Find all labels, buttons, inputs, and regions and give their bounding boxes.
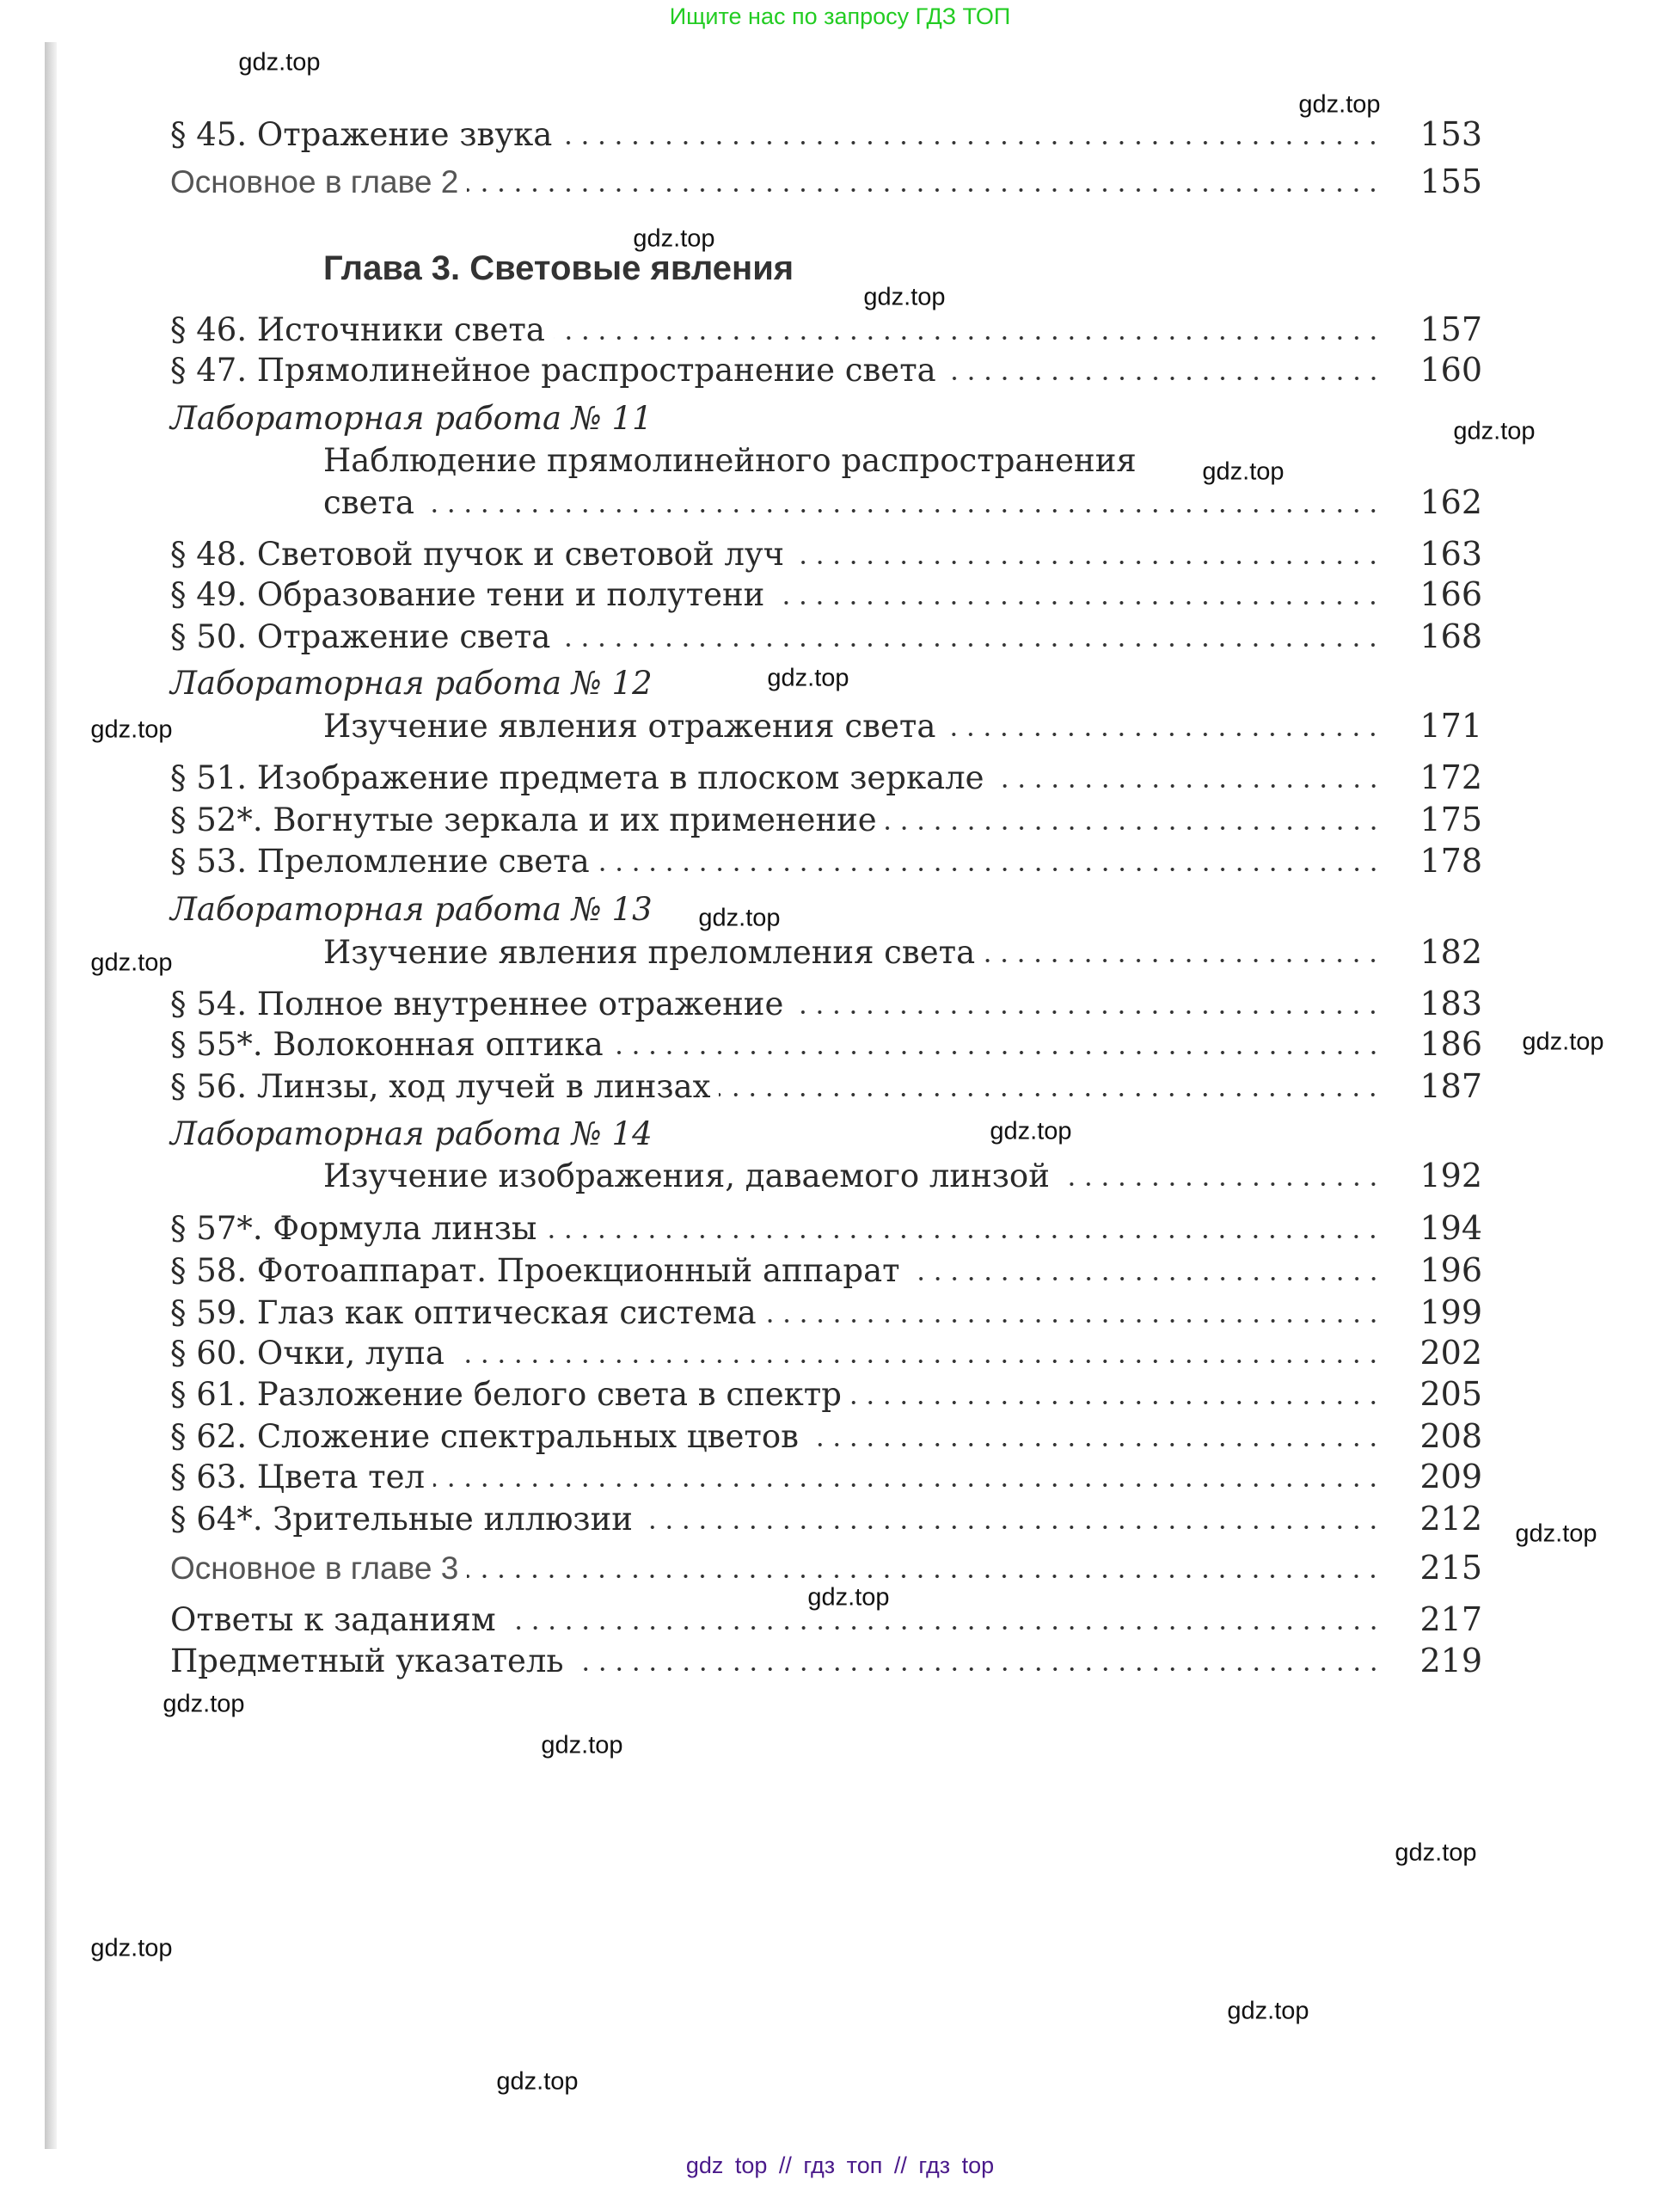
dot-leader	[467, 1573, 1382, 1580]
toc-entry-page: 186	[1419, 1025, 1482, 1063]
search-banner[interactable]: Ищите нас по запросу ГДЗ ТОП	[669, 3, 1011, 29]
toc-entry	[170, 798, 1482, 841]
watermark-text: gdz.top	[1202, 457, 1285, 486]
toc-entry-page: 187	[1419, 1067, 1482, 1105]
toc-entry-page: 155	[1419, 163, 1482, 200]
dot-leader	[423, 507, 1382, 514]
dot-leader	[453, 1358, 1382, 1365]
toc-entry-title: § 56. Линзы, ход лучей в линзах	[170, 1068, 711, 1105]
toc-entry-title: § 61. Разложение белого света в спектр	[170, 1376, 842, 1413]
toc-entry	[170, 1022, 1482, 1065]
watermark-text: gdz.top	[162, 1690, 245, 1718]
toc-entry-title: Лабораторная работа № 13	[170, 891, 653, 928]
chapter-heading: Глава 3. Световые явления	[323, 249, 794, 287]
toc-entry-title: § 57*. Формула линзы	[170, 1210, 537, 1247]
toc-entry	[170, 348, 1482, 391]
toc-entry-page: 192	[1419, 1157, 1482, 1194]
toc-entry	[170, 1415, 1482, 1458]
watermark-text: gdz.top	[1395, 1839, 1477, 1867]
toc-entry	[323, 930, 1482, 973]
toc-entry	[170, 1113, 1482, 1156]
watermark-text: gdz.top	[90, 715, 173, 744]
toc-entry-page: 215	[1419, 1549, 1482, 1587]
dot-leader	[467, 187, 1382, 193]
toc-entry-title: Основное в главе 2	[170, 164, 459, 200]
toc-entry	[170, 1065, 1482, 1108]
toc-entry-title: § 59. Глаз как оптическая система	[170, 1294, 757, 1331]
dot-leader	[505, 1624, 1382, 1631]
toc-entry-page: 199	[1419, 1293, 1482, 1331]
toc-entry-title: § 54. Полное внутреннее отражение	[170, 985, 784, 1022]
dot-leader	[984, 957, 1382, 964]
toc-entry-title: § 49. Образование тени и полутени	[170, 576, 765, 613]
toc-entry-title: § 58. Фотоаппарат. Проекционный аппарат	[170, 1252, 900, 1289]
dot-leader	[1058, 1181, 1382, 1188]
watermark-text: gdz.top	[633, 224, 715, 253]
toc-entry-title: § 55*. Волоконная оптика	[170, 1026, 604, 1063]
dot-leader	[433, 1482, 1382, 1489]
toc-entry-page: 202	[1419, 1334, 1482, 1372]
page-binding-shadow	[45, 42, 57, 2149]
toc-entry-page: 205	[1419, 1375, 1482, 1413]
toc-entry-page: 172	[1419, 758, 1482, 796]
dot-leader	[793, 559, 1382, 566]
toc-entry-title: Изучение изображения, даваемого линзой	[323, 1157, 1050, 1194]
toc-entry-title: § 52*. Вогнутые зеркала и их применение	[170, 801, 877, 838]
toc-entry-title: § 60. Очки, лупа	[170, 1335, 445, 1372]
toc-entry-page: 166	[1419, 575, 1482, 613]
toc-entry-page: 182	[1419, 933, 1482, 971]
toc-entry-page: 163	[1419, 535, 1482, 573]
toc-entry	[323, 704, 1482, 747]
dot-leader	[765, 1317, 1382, 1324]
toc-entry	[170, 1249, 1482, 1292]
toc-entry	[170, 1372, 1482, 1415]
dot-leader	[993, 783, 1382, 789]
dot-leader	[598, 866, 1382, 873]
toc-entry-page: 171	[1419, 707, 1482, 745]
dot-leader	[573, 1666, 1382, 1673]
toc-entry	[170, 982, 1482, 1025]
dot-leader	[850, 1399, 1382, 1406]
toc-entry-title: Предметный указатель	[170, 1642, 564, 1679]
toc-entry-title: § 45. Отражение звука	[170, 116, 553, 153]
toc-entry-page: 168	[1419, 617, 1482, 655]
watermark-text: gdz.top	[1298, 90, 1381, 119]
toc-entry-page: 212	[1419, 1500, 1482, 1538]
toc-entry-title: Основное в главе 3	[170, 1550, 459, 1586]
dot-leader	[559, 642, 1382, 648]
dot-leader	[909, 1275, 1382, 1282]
toc-entry-title: § 50. Отражение света	[170, 618, 551, 655]
toc-entry	[323, 481, 1482, 524]
toc-entry-title: § 46. Источники света	[170, 311, 545, 348]
dot-leader	[807, 1441, 1382, 1448]
toc-entry-title: § 48. Световой пучок и световой луч	[170, 536, 785, 573]
watermark-text: gdz.top	[807, 1583, 890, 1612]
toc-entry	[170, 615, 1482, 658]
toc-entry-title: § 47. Прямолинейное распространение света	[170, 352, 936, 389]
watermark-text: gdz.top	[990, 1117, 1072, 1145]
toc-entry	[170, 397, 1482, 440]
toc-entry-title: Изучение явления отражения света	[323, 708, 936, 745]
toc-entry	[170, 1331, 1482, 1374]
watermark-text: gdz.top	[698, 904, 781, 932]
toc-entry	[170, 160, 1482, 203]
toc-entry	[170, 1455, 1482, 1498]
toc-entry-page: 153	[1419, 115, 1482, 153]
toc-entry-title: Лабораторная работа № 14	[170, 1115, 653, 1152]
toc-entry-page: 209	[1419, 1458, 1482, 1495]
watermark-text: gdz.top	[1453, 417, 1536, 445]
toc-entry-page: 217	[1419, 1600, 1482, 1638]
toc-entry-title: § 64*. Зрительные иллюзии	[170, 1501, 633, 1538]
toc-entry-title: § 63. Цвета тел	[170, 1458, 426, 1495]
dot-leader	[612, 1049, 1382, 1056]
toc-entry	[170, 532, 1482, 575]
toc-entry-page: 178	[1419, 842, 1482, 880]
toc-entry-title: Лабораторная работа № 12	[170, 665, 653, 702]
dot-leader	[554, 335, 1382, 341]
toc-entry-page: 194	[1419, 1209, 1482, 1247]
toc-entry	[170, 1639, 1482, 1682]
toc-entry-page: 160	[1419, 351, 1482, 389]
toc-entry-title: света	[323, 484, 414, 521]
toc-entry	[170, 1207, 1482, 1250]
watermark-text: gdz.top	[767, 664, 849, 692]
dot-leader	[641, 1524, 1382, 1531]
toc-entry	[170, 1497, 1482, 1540]
dot-leader	[561, 139, 1382, 146]
watermark-text: gdz.top	[496, 2067, 579, 2096]
dot-leader	[792, 1009, 1382, 1016]
watermark-text: gdz.top	[90, 949, 173, 977]
watermark-text: gdz.top	[863, 283, 946, 311]
toc-entry	[170, 1546, 1482, 1589]
toc-entry-page: 183	[1419, 985, 1482, 1022]
toc-entry	[170, 756, 1482, 799]
toc-entry	[323, 1154, 1482, 1197]
toc-entry	[170, 888, 1482, 931]
toc-entry-page: 219	[1419, 1642, 1482, 1679]
watermark-text: gdz.top	[1515, 1520, 1597, 1548]
toc-entry-title: § 62. Сложение спектральных цветов	[170, 1418, 799, 1455]
dot-leader	[944, 731, 1382, 738]
watermark-text: gdz.top	[1522, 1028, 1604, 1056]
toc-entry	[170, 308, 1482, 351]
toc-entry-page: 162	[1419, 483, 1482, 521]
dot-leader	[545, 1233, 1382, 1240]
toc-entry-page: 208	[1419, 1417, 1482, 1455]
watermark-text: gdz.top	[90, 1934, 173, 1962]
footer-banner[interactable]: gdz top // гдз топ // гдз top	[685, 2152, 995, 2178]
toc-entry-title: Наблюдение прямолинейного распространения	[323, 442, 1137, 479]
dot-leader	[945, 375, 1382, 382]
toc-entry-page: 175	[1419, 801, 1482, 838]
watermark-text: gdz.top	[541, 1731, 623, 1759]
toc-entry	[170, 113, 1482, 156]
toc-entry-page: 157	[1419, 310, 1482, 348]
toc-entry-title: § 53. Преломление света	[170, 843, 590, 880]
watermark-text: gdz.top	[238, 48, 321, 77]
toc-entry-page: 196	[1419, 1251, 1482, 1289]
toc-entry-title: Лабораторная работа № 11	[170, 400, 653, 437]
toc-entry	[170, 839, 1482, 882]
dot-leader	[719, 1091, 1382, 1098]
toc-entry	[170, 573, 1482, 616]
watermark-text: gdz.top	[1227, 1997, 1309, 2025]
toc-entry-title: Изучение явления преломления света	[323, 934, 976, 971]
dot-leader	[886, 825, 1382, 832]
dot-leader	[773, 599, 1382, 606]
toc-entry-title: Ответы к заданиям	[170, 1601, 496, 1638]
toc-entry	[170, 1291, 1482, 1334]
toc-entry	[323, 439, 1482, 482]
toc-entry-title: § 51. Изображение предмета в плоском зеркале	[170, 759, 984, 796]
